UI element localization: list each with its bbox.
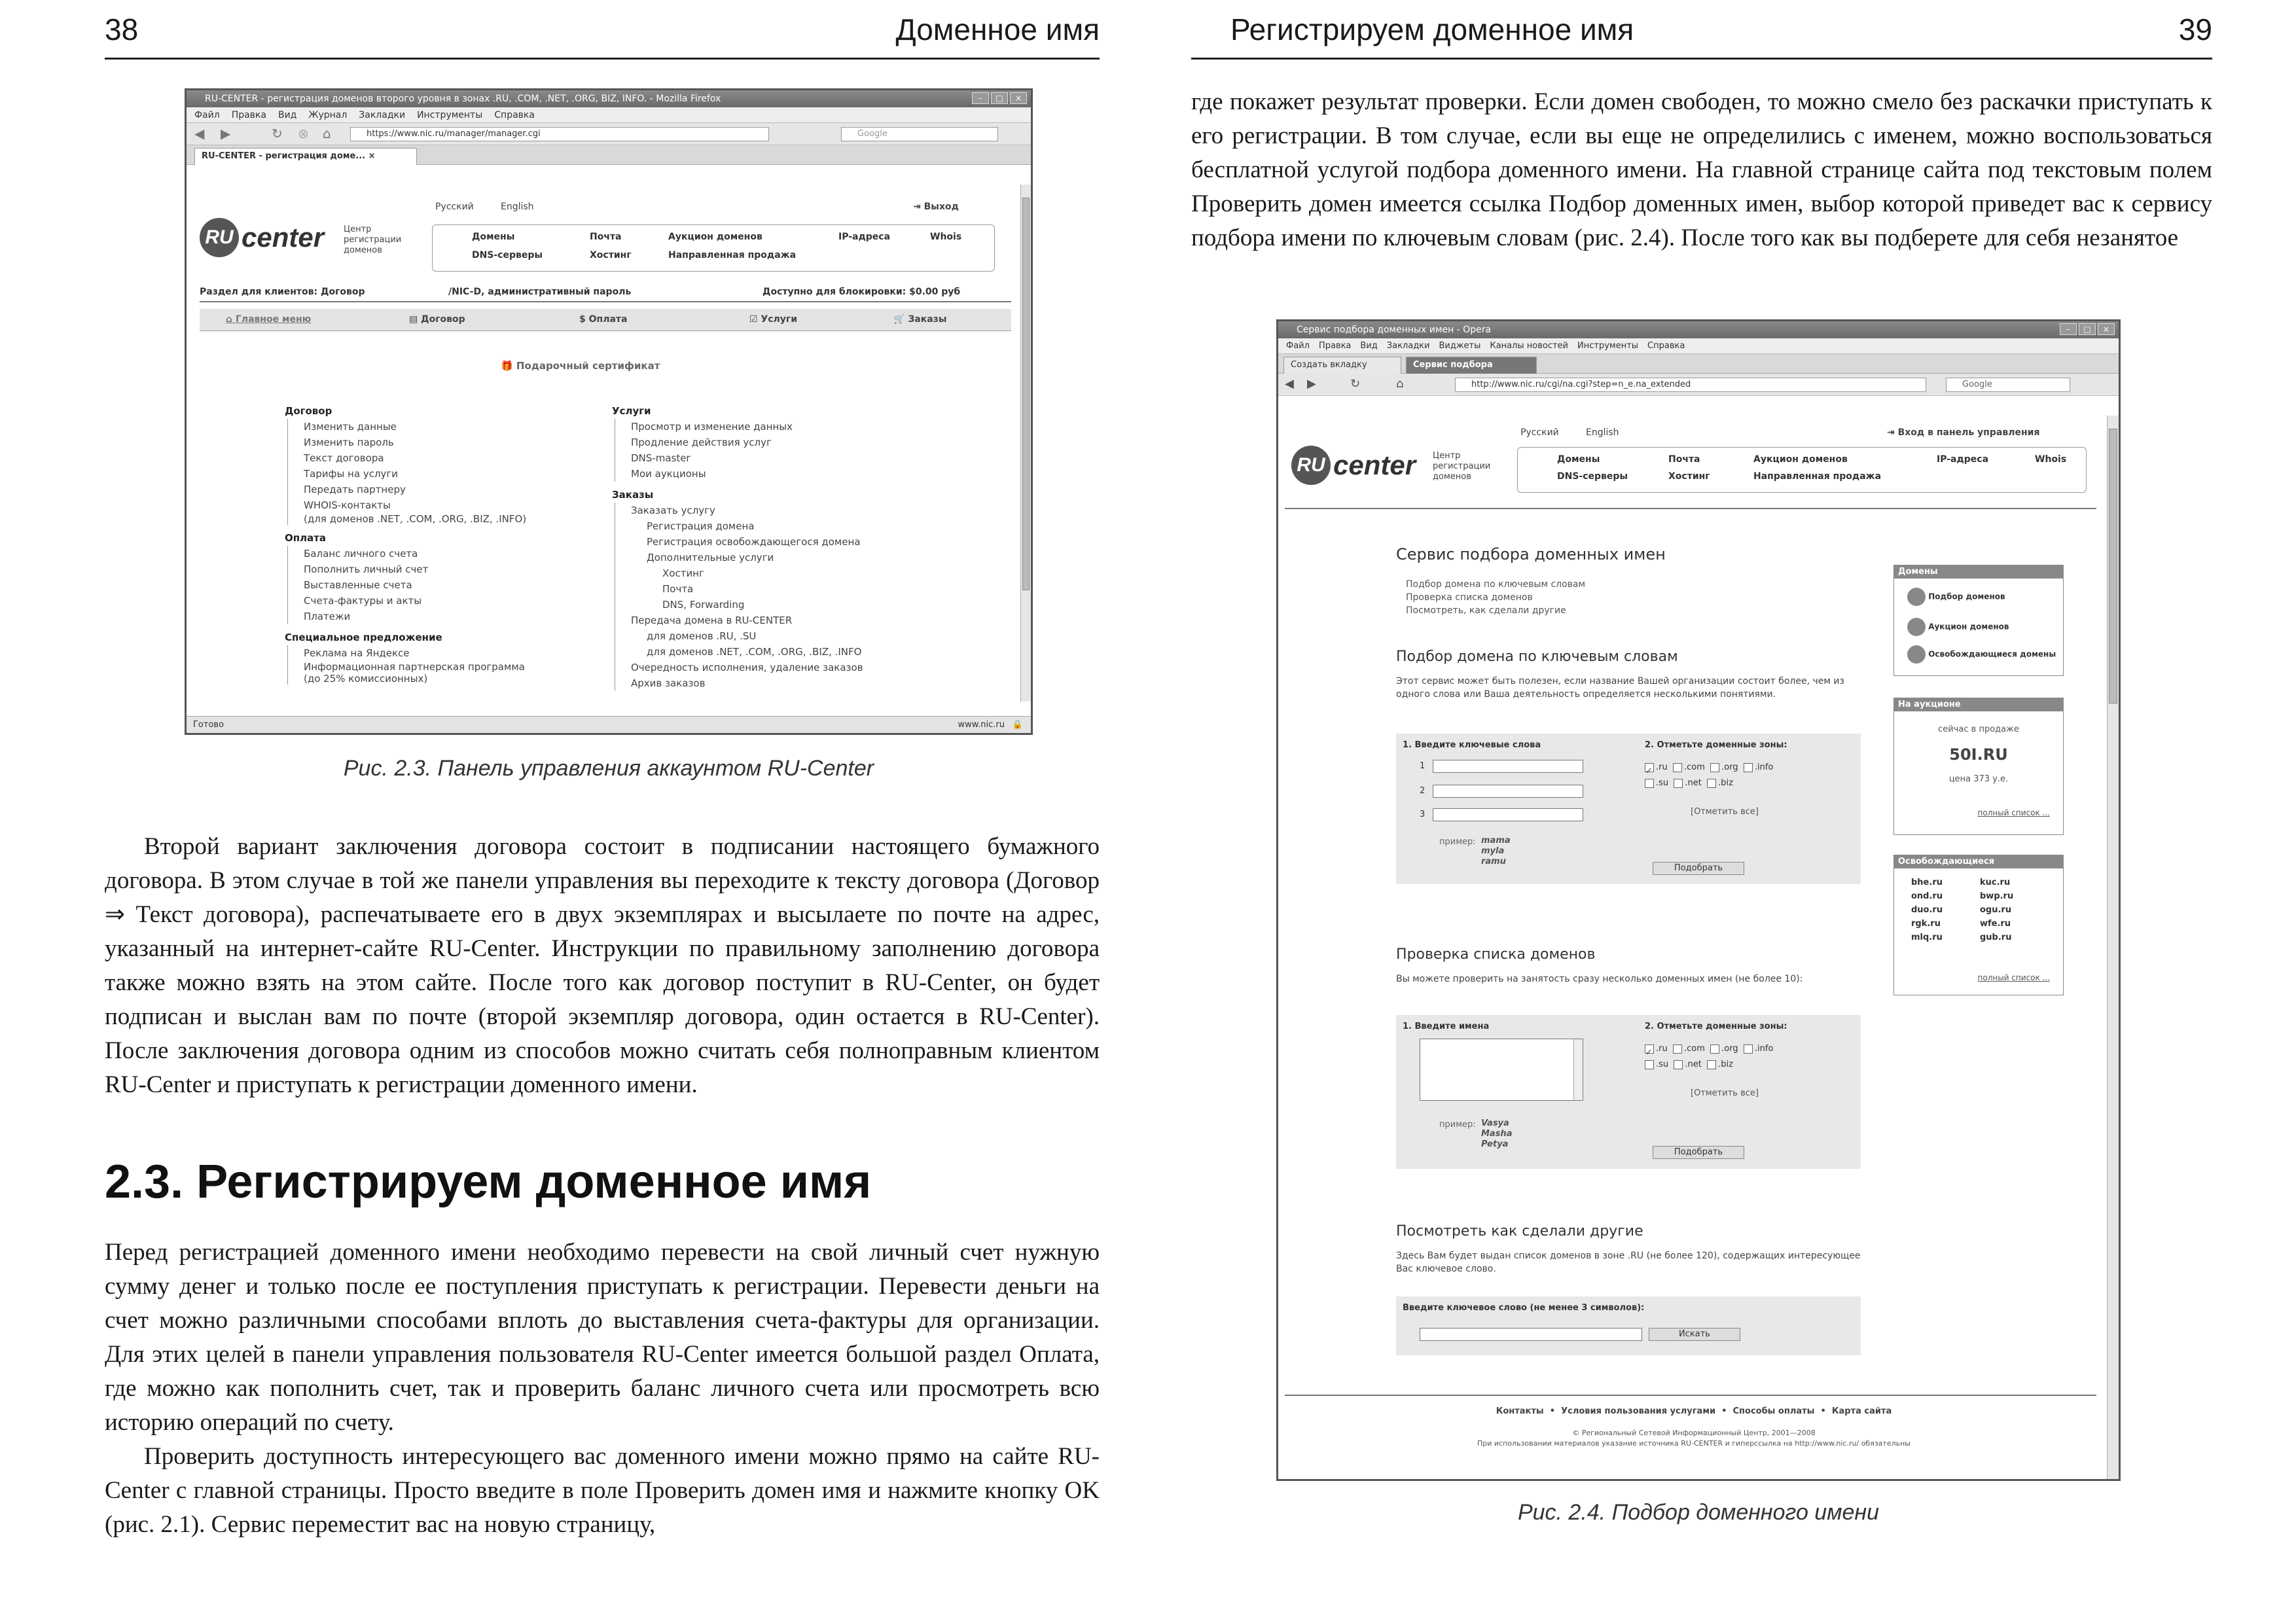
menu-hosting[interactable]: Хостинг [590,250,632,260]
expiring-domain[interactable]: bhe.ru [1911,878,1943,887]
box-item-expiring[interactable] [1907,645,2058,664]
expiring-domain[interactable]: wfe.ru [1980,919,2011,929]
figure-2-3-caption: Рис. 2.3. Панель управления аккаунтом RU-Center [343,756,874,781]
link-mail[interactable]: Почта [615,581,939,597]
example-names: Vasya Masha Petya [1481,1118,1513,1149]
forward-icon[interactable]: ▶ [1307,377,1316,391]
link-order-queue[interactable]: Очередность исполнения, удаление заказов [615,660,939,675]
menu-auction[interactable]: Аукцион доменов [668,232,762,242]
logo-center-text: center [242,222,325,253]
footer-payment-methods[interactable]: Способы оплаты [1732,1406,1815,1416]
box-item-auction-label: Аукцион доменов [1928,622,2009,632]
lang-en[interactable]: English [501,202,534,212]
group-payment: Оплата [285,532,327,544]
link-order-archive[interactable]: Архив заказов [615,675,939,691]
gift-certificate-link[interactable]: 🎁 Подарочный сертификат [501,360,660,372]
window-title: RU-CENTER - регистрация доменов второго уровня в зонах .RU, .COM, .NET, .ORG, BIZ, INFO. - Mozilla Firefox [205,94,721,104]
example-label: пример: [1439,837,1476,847]
figure-2-4-caption: Рис. 2.4. Подбор доменного имени [1517,1500,1880,1525]
menu-help[interactable]: Справка [494,110,535,120]
zone-ru[interactable] [1645,1044,1668,1058]
kw-label: 1. Введите ключевые слова [1403,740,1541,750]
search-input[interactable]: Google [1946,378,2070,392]
left-para1-text: Второй вариант заключения договора состоит в подписании настоящего бумажного договора. В этом случае в той же панели управления вы переходите к тексту договора (Договор ⇒ Текст договора), распечатываете его в двух экземплярах и высылаете по почте на адрес, указанный на интернет-сайте RU-Center. Инструкции по правильному заполнению договора также можно взять на этом сайте. После того как договор поступит в RU-Center, он будет подписан и выслан вам по почте (второй экземпляр договора, один остается в RU-Center). После заключения договора одним из способов можно считать себя полноправным клиентом RU-Center и приступать к регистрации доменного имени. [105,833,1100,1098]
ru-globe-icon [1907,645,1926,664]
zone-su[interactable] [1645,1060,1668,1069]
status-text: Готово [193,720,224,730]
link-my-auctions[interactable]: Мои аукционы [615,466,939,482]
navigation-toolbar [1278,374,2119,396]
maximize-icon[interactable]: □ [991,92,1008,104]
auction-domain[interactable]: 50I.RU [1949,745,2008,764]
right-para1-text: где покажет результат проверки. Если домен свободен, то можно смело без раскачки приступать к его регистрации. В том случае, если вы еще не определились с именем, можно воспользоваться бесплатной услугой подбора доменного имени. На главной странице сайта под текстовым полем Проверить домен имеется ссылка Подбор доменных имен, выбор которой приведет вас к сервису подбора имени по ключевым словам (рис. 2.4). После того как вы подберете для себя незанятое [1191,88,2212,251]
search-button[interactable]: Искать [1649,1328,1740,1341]
menu-bookmarks[interactable]: Закладки [1386,341,1430,351]
lang-ru[interactable]: Русский [1520,427,1559,438]
zones-label: 2. Отметьте доменные зоны: [1645,1022,1787,1031]
close-icon[interactable]: × [2098,323,2115,335]
nav-contract[interactable]: ▤ Договор [409,314,465,325]
menu-tools[interactable]: Инструменты [1577,341,1639,351]
link-transfer-partner[interactable]: Передать партнеру [287,482,573,497]
zone-org-label: .org [1721,1044,1738,1054]
zone-su-checkbox[interactable] [1645,1060,1654,1069]
link-tariffs[interactable]: Тарифы на услуги [287,466,573,482]
left-paragraph-2 [105,1236,1100,1542]
tab-label: RU-CENTER - регистрация доме... [202,151,366,161]
link-contract-text[interactable]: Текст договора [287,450,573,466]
auction-price: цена 373 у.е. [1948,774,2009,784]
box-item-pick-label: Подбор доменов [1928,592,2005,601]
right-paragraph-1 [1191,85,2212,255]
keywords-form [1396,734,1861,884]
nav-services-label: Услуги [761,314,798,325]
example-label: пример: [1439,1120,1476,1130]
link-change-password[interactable]: Изменить пароль [287,435,573,450]
left-paragraph-1 [105,830,1100,1102]
link-order-service[interactable]: Заказать услугу [615,503,939,518]
right-page-number: 39 [2178,12,2212,46]
menu-domains[interactable]: Домены [1557,454,1600,465]
see-others-title: Посмотреть как сделали другие [1396,1223,1643,1240]
zone-com[interactable] [1673,762,1705,772]
expiring-domain[interactable]: ogu.ru [1980,905,2012,915]
link-tax-invoices[interactable]: Счета-фактуры и акты [287,593,573,609]
zone-checkboxes [1645,760,1773,791]
names-label: 1. Введите имена [1403,1022,1490,1031]
navigation-toolbar [187,123,1031,145]
zone-org-checkbox[interactable] [1710,1044,1719,1054]
zone-net-checkbox[interactable] [1674,1060,1683,1069]
see-others-form [1396,1296,1861,1355]
lang-en[interactable]: English [1586,427,1619,438]
expiring-more-link[interactable]: полный список ... [1977,973,2050,982]
zone-net-label: .net [1685,778,1702,788]
nav-payment-label: Оплата [588,314,628,325]
zone-info[interactable] [1744,1044,1774,1054]
logo-center-text: center [1333,450,1416,480]
minimize-icon[interactable]: – [2060,323,2077,335]
zone-su-checkbox[interactable] [1645,779,1654,788]
keyword-search-input[interactable] [1420,1328,1642,1341]
enter-panel-link[interactable]: ⇥ Вход в панель управления [1887,427,2040,438]
link-top-up[interactable]: Пополнить личный счет [287,562,573,577]
left-para3-text: Проверить доступность интересующего вас доменного имени можно прямо на сайте RU-Center с главной страницы. Просто введите в поле Проверить домен имя и нажмите кнопку OK (рис. 2.1). Сервис переместит вас на новую страницу, [105,1443,1100,1538]
group-orders: Заказы [612,489,654,501]
zone-com-label: .com [1683,1044,1705,1054]
zone-com-checkbox[interactable] [1673,1044,1682,1054]
link-see-others[interactable]: Посмотреть, как сделали другие [1406,605,1566,616]
tab-bar [1278,354,2119,374]
tab-bar [187,145,1031,165]
zone-org[interactable] [1710,1044,1738,1054]
kw-row-num-1: 1 [1420,761,1426,771]
pick-button[interactable]: Подобрать [1653,1146,1744,1159]
window-title: Сервис подбора доменных имен - Opera [1297,325,1492,335]
expiring-domain[interactable]: gub.ru [1980,933,2012,942]
nav-payment[interactable]: $ Оплата [579,314,628,325]
link-keywords[interactable]: Подбор домена по ключевым словам [1406,579,1586,590]
rucenter-logo[interactable] [1291,446,1416,485]
enter-panel-label: Вход в панель управления [1897,427,2040,438]
zone-info[interactable] [1744,762,1774,772]
link-domain-registration[interactable]: Регистрация домена [615,518,939,534]
kw3-label: Введите ключевое слово (не менее 3 символов): [1403,1303,1645,1313]
link-transfer-ru[interactable]: для доменов .RU, .SU [615,628,939,644]
menu-file[interactable]: Файл [194,110,220,120]
new-tab[interactable] [1283,357,1401,374]
top-menu [1517,447,2087,493]
reload-icon[interactable]: ↻ [272,126,283,141]
menu-ip[interactable]: IP-адреса [838,232,891,242]
zone-biz-label: .biz [1718,1060,1733,1069]
left-para2-text: Перед регистрацией доменного имени необходимо перевести на свой личный счет нужную сумму денег и только после ее поступления приступать к регистрации. Перевести деньги на счет можно различными способами вплоть до выставления счета-фактуры для организации. Для этих целей в панели управления пользователя RU-Center имеется большой раздел Оплата, где можно как пополнить счет, так и проверить баланс личного счета или просмотреть всю историю операций по счету. [105,1239,1100,1436]
left-menu-column [285,398,573,685]
zone-su-label: .su [1656,1060,1669,1069]
auction-icon [1907,618,1926,636]
page-scrollbar[interactable] [1020,185,1031,702]
expiring-domains-grid [1911,878,2049,942]
textarea-scrollbar[interactable] [1573,1039,1583,1100]
zone-net[interactable] [1674,1060,1701,1069]
menu-view[interactable]: Вид [1360,341,1378,351]
keywords-description: Этот сервис может быть полезен, если название Вашей организации состоит более, чем из одного слова или Ваша деятельность определяется несколькими понятиями. [1396,676,1844,700]
search-input[interactable]: Google [841,127,998,141]
client-bar [200,287,1011,302]
url-input[interactable]: https://www.nic.ru/manager/manager.cgi [350,127,769,141]
kw-row-num-2: 2 [1420,786,1426,796]
zone-ru[interactable] [1645,762,1668,776]
link-dns-master[interactable]: DNS-master [615,450,939,466]
menu-tools[interactable]: Инструменты [417,110,483,120]
new-tab-label: Создать вкладку [1291,360,1367,370]
home-icon[interactable]: ⌂ [1396,377,1404,391]
reload-icon[interactable]: ↻ [1350,377,1361,391]
menu-bar [187,107,1031,123]
zone-biz[interactable] [1707,1060,1733,1069]
expiring-domain[interactable]: duo.ru [1911,905,1943,915]
lock-icon: 🔒 [1012,720,1023,730]
logo-subtitle: Центр регистрации доменов [1433,451,1491,482]
home-icon[interactable]: ⌂ [323,126,331,141]
zones-label: 2. Отметьте доменные зоны: [1645,740,1787,750]
page-scrollbar[interactable] [2107,416,2119,1479]
maximize-icon[interactable]: □ [2079,323,2096,335]
menu-view[interactable]: Вид [278,110,297,120]
partner-note: (до 25% комиссионных) [287,673,573,685]
lang-ru[interactable]: Русский [435,202,474,212]
right-running-header: Регистрируем доменное имя [1230,12,1634,46]
logo-subtitle: Центр регистрации доменов [344,224,402,255]
box-item-expiring-label: Освобождающиеся домены [1928,649,2056,659]
kw-row-num-3: 3 [1420,810,1426,819]
block-label: Доступно для блокировки: $0.00 руб [762,287,961,297]
expiring-box [1893,855,2064,995]
left-running-header: Доменное имя [895,12,1100,46]
exit-label: Выход [924,202,959,212]
zone-net-label: .net [1685,1060,1702,1069]
copyright-note: При использовании материалов указание источника RU-CENTER и гиперссылка на http://www.nic.ru/ обязательны [1477,1439,1910,1448]
expiring-domain[interactable]: mlq.ru [1911,933,1943,942]
forward-icon[interactable]: ▶ [221,126,231,141]
names-textarea[interactable] [1420,1039,1583,1101]
tab-label: Сервис подбора [1413,360,1493,370]
expiring-box-title: Освобождающиеся [1894,855,2063,868]
zone-ru-checkbox[interactable]: ✓ [1645,763,1654,772]
service-links [1406,578,1585,617]
nav-main-label: Главное меню [235,314,312,325]
auction-box-title: На аукционе [1894,698,2063,711]
back-icon[interactable]: ◀ [194,126,205,141]
left-page-number: 38 [105,12,139,46]
status-bar [187,716,1031,733]
menu-whois[interactable]: Whois [2035,454,2067,465]
expiring-domain[interactable]: bwp.ru [1980,891,2014,901]
link-dns-forwarding[interactable]: DNS, Forwarding [615,597,939,613]
pick-button[interactable]: Подобрать [1653,862,1744,875]
top-menu [432,224,995,272]
link-change-data[interactable]: Изменить данные [287,419,573,435]
menu-domains[interactable]: Домены [472,232,515,242]
figure-2-4-screenshot [1276,319,2121,1481]
menu-bar [1278,338,2119,354]
zone-info-checkbox[interactable] [1744,1044,1753,1054]
right-header-rule [1191,58,2212,60]
zone-net[interactable] [1674,778,1701,788]
link-yandex-ads[interactable]: Реклама на Яндексе [287,645,573,661]
exit-link[interactable]: ⇥ Выход [913,202,959,212]
section-heading: 2.3. Регистрируем доменное имя [105,1156,872,1208]
menu-file[interactable]: Файл [1286,341,1310,351]
figure-2-3-screenshot [185,88,1033,735]
menu-edit[interactable]: Правка [231,110,266,120]
expiring-domain[interactable]: kuc.ru [1980,878,2011,887]
logo-ru-mark: RU [1291,446,1331,485]
menu-ip[interactable]: IP-адреса [1937,454,1989,465]
see-others-description: Здесь Вам будет выдан список доменов в зоне .RU (не более 120), содержащих интересующее Вас ключевое слово. [1396,1251,1861,1274]
mark-all-link[interactable]: [Отметить все] [1691,807,1759,817]
zone-info-label: .info [1754,762,1774,772]
keywords-title: Подбор домена по ключевым словам [1396,649,1678,665]
zone-org-label: .org [1721,762,1738,772]
expiring-domain[interactable]: rgk.ru [1911,919,1941,929]
menu-mail[interactable]: Почта [590,232,622,242]
footer-terms[interactable]: Условия пользования услугами [1561,1406,1716,1416]
zone-ru-label: .ru [1656,762,1668,772]
menu-dns[interactable]: DNS-серверы [472,250,543,260]
zone-ru-label: .ru [1656,1044,1668,1054]
rucenter-logo[interactable] [200,218,324,257]
zone-com-label: .com [1683,762,1705,772]
menu-dns[interactable]: DNS-серверы [1557,471,1628,482]
keyword-input-2[interactable] [1433,785,1583,798]
menu-direct-sale[interactable]: Направленная продажа [668,250,797,260]
url-input[interactable]: http://www.nic.ru/cgi/na.cgi?step=n_e.na_extended [1455,378,1926,392]
left-header-rule [105,58,1100,60]
auction-more-link[interactable]: полный список ... [1977,808,2050,817]
close-icon[interactable]: × [1010,92,1027,104]
zone-info-label: .info [1754,1044,1774,1054]
copyright: © Региональный Сетевой Информационный Центр, 2001—2008 [1572,1429,1816,1437]
link-hosting[interactable]: Хостинг [615,565,939,581]
nic-d-label: /NIC-D, административный пароль [448,287,632,297]
nav-contract-label: Договор [421,314,465,325]
right-menu-column [612,398,939,691]
check-list-title: Проверка списка доменов [1396,946,1596,963]
zone-biz-checkbox[interactable] [1707,779,1716,788]
group-special: Специальное предложение [285,632,442,643]
zone-su-label: .su [1656,778,1669,788]
group-contract: Договор [285,405,332,417]
menu-hosting[interactable]: Хостинг [1668,471,1710,482]
link-extra-services[interactable]: Дополнительные услуги [615,550,939,565]
link-balance[interactable]: Баланс личного счета [287,546,573,562]
domains-box-title: Домены [1894,565,2063,579]
expiring-domain[interactable]: ond.ru [1911,891,1943,901]
menu-help[interactable]: Справка [1647,341,1685,351]
link-invoices[interactable]: Выставленные счета [287,577,573,593]
section-nav [200,309,1011,331]
gift-label: Подарочный сертификат [516,360,660,372]
tab-close-icon[interactable]: × [368,151,376,161]
header-divider [1285,508,2096,509]
zone-org[interactable] [1710,762,1738,772]
menu-history[interactable]: Журнал [308,110,348,120]
scrollbar-thumb[interactable] [1022,198,1030,590]
status-domain: www.nic.ru [958,720,1005,730]
footer-divider [1285,1395,2096,1396]
window-titlebar [187,90,1031,107]
stop-icon[interactable]: ⊗ [298,126,309,141]
scrollbar-thumb[interactable] [2109,429,2117,704]
link-transfer-intl[interactable]: для доменов .NET, .COM, .ORG, .BIZ, .INFO [615,644,939,660]
minimize-icon[interactable]: – [972,92,989,104]
link-transfer-domain[interactable]: Передача домена в RU-CENTER [615,613,939,628]
link-whois-contacts[interactable]: WHOIS-контакты [287,497,573,513]
active-tab[interactable] [194,148,417,165]
client-bar-label: Раздел для клиентов: Договор [200,287,365,297]
auction-box [1893,698,2064,835]
mark-all-link[interactable]: [Отметить все] [1691,1088,1759,1098]
gear-icon [1907,588,1926,606]
service-title: Сервис подбора доменных имен [1396,545,1666,563]
zone-biz[interactable] [1707,778,1733,788]
menu-widgets[interactable]: Виджеты [1439,341,1481,351]
keyword-input-3[interactable] [1433,808,1583,821]
nav-orders[interactable]: 🛒 Заказы [893,314,947,325]
whois-note: (для доменов .NET, .COM, .ORG, .BIZ, .INFO) [287,513,573,525]
footer-sitemap[interactable]: Карта сайта [1831,1406,1892,1416]
check-list-description: Вы можете проверить на занятость сразу несколько доменных имен (не более 10): [1396,974,1803,984]
active-tab[interactable] [1406,357,1537,374]
auction-now-label: сейчас в продаже [1938,724,2019,734]
zone-com[interactable] [1673,1044,1705,1054]
zone-ru-checkbox[interactable]: ✓ [1645,1044,1654,1054]
domains-box [1893,565,2064,676]
keyword-input-1[interactable] [1433,760,1583,773]
zone-su[interactable] [1645,778,1668,788]
zone-biz-checkbox[interactable] [1707,1060,1716,1069]
check-list-form [1396,1015,1861,1169]
window-titlebar [1278,321,2119,338]
zone-info-checkbox[interactable] [1744,763,1753,772]
link-payments[interactable]: Платежи [287,609,573,624]
box-item-pick-domains[interactable] [1907,588,2005,606]
back-icon[interactable]: ◀ [1285,377,1294,391]
link-view-change[interactable]: Просмотр и изменение данных [615,419,939,435]
menu-feeds[interactable]: Каналы новостей [1490,341,1568,351]
menu-mail[interactable]: Почта [1668,454,1700,465]
menu-auction[interactable]: Аукцион доменов [1753,454,1848,465]
example-words: mama myla ramu [1481,836,1511,866]
menu-edit[interactable]: Правка [1318,341,1352,351]
link-check-list[interactable]: Проверка списка доменов [1406,592,1533,603]
box-item-auction[interactable] [1907,618,2009,636]
zone-org-checkbox[interactable] [1710,763,1719,772]
logo-ru-mark: RU [200,218,239,257]
nav-orders-label: Заказы [908,314,947,325]
link-renew[interactable]: Продление действия услуг [615,435,939,450]
menu-direct-sale[interactable]: Направленная продажа [1753,471,1882,482]
zone-net-checkbox[interactable] [1674,779,1683,788]
group-services: Услуги [612,405,651,417]
link-partner-program[interactable]: Информационная партнерская программа [287,661,573,673]
zone-checkboxes [1645,1041,1773,1073]
menu-bookmarks[interactable]: Закладки [359,110,406,120]
link-expiring-registration[interactable]: Регистрация освобождающегося домена [615,534,939,550]
nav-main-menu[interactable]: ⌂ Главное меню [226,314,312,325]
nav-services[interactable]: ☑ Услуги [749,314,798,325]
zone-com-checkbox[interactable] [1673,763,1682,772]
footer-links: Контакты • Условия пользования услугами • Способы оплаты • Карта сайта [1496,1406,1892,1416]
zone-biz-label: .biz [1718,778,1733,788]
footer-contacts[interactable]: Контакты [1496,1406,1544,1416]
menu-whois[interactable]: Whois [930,232,962,242]
